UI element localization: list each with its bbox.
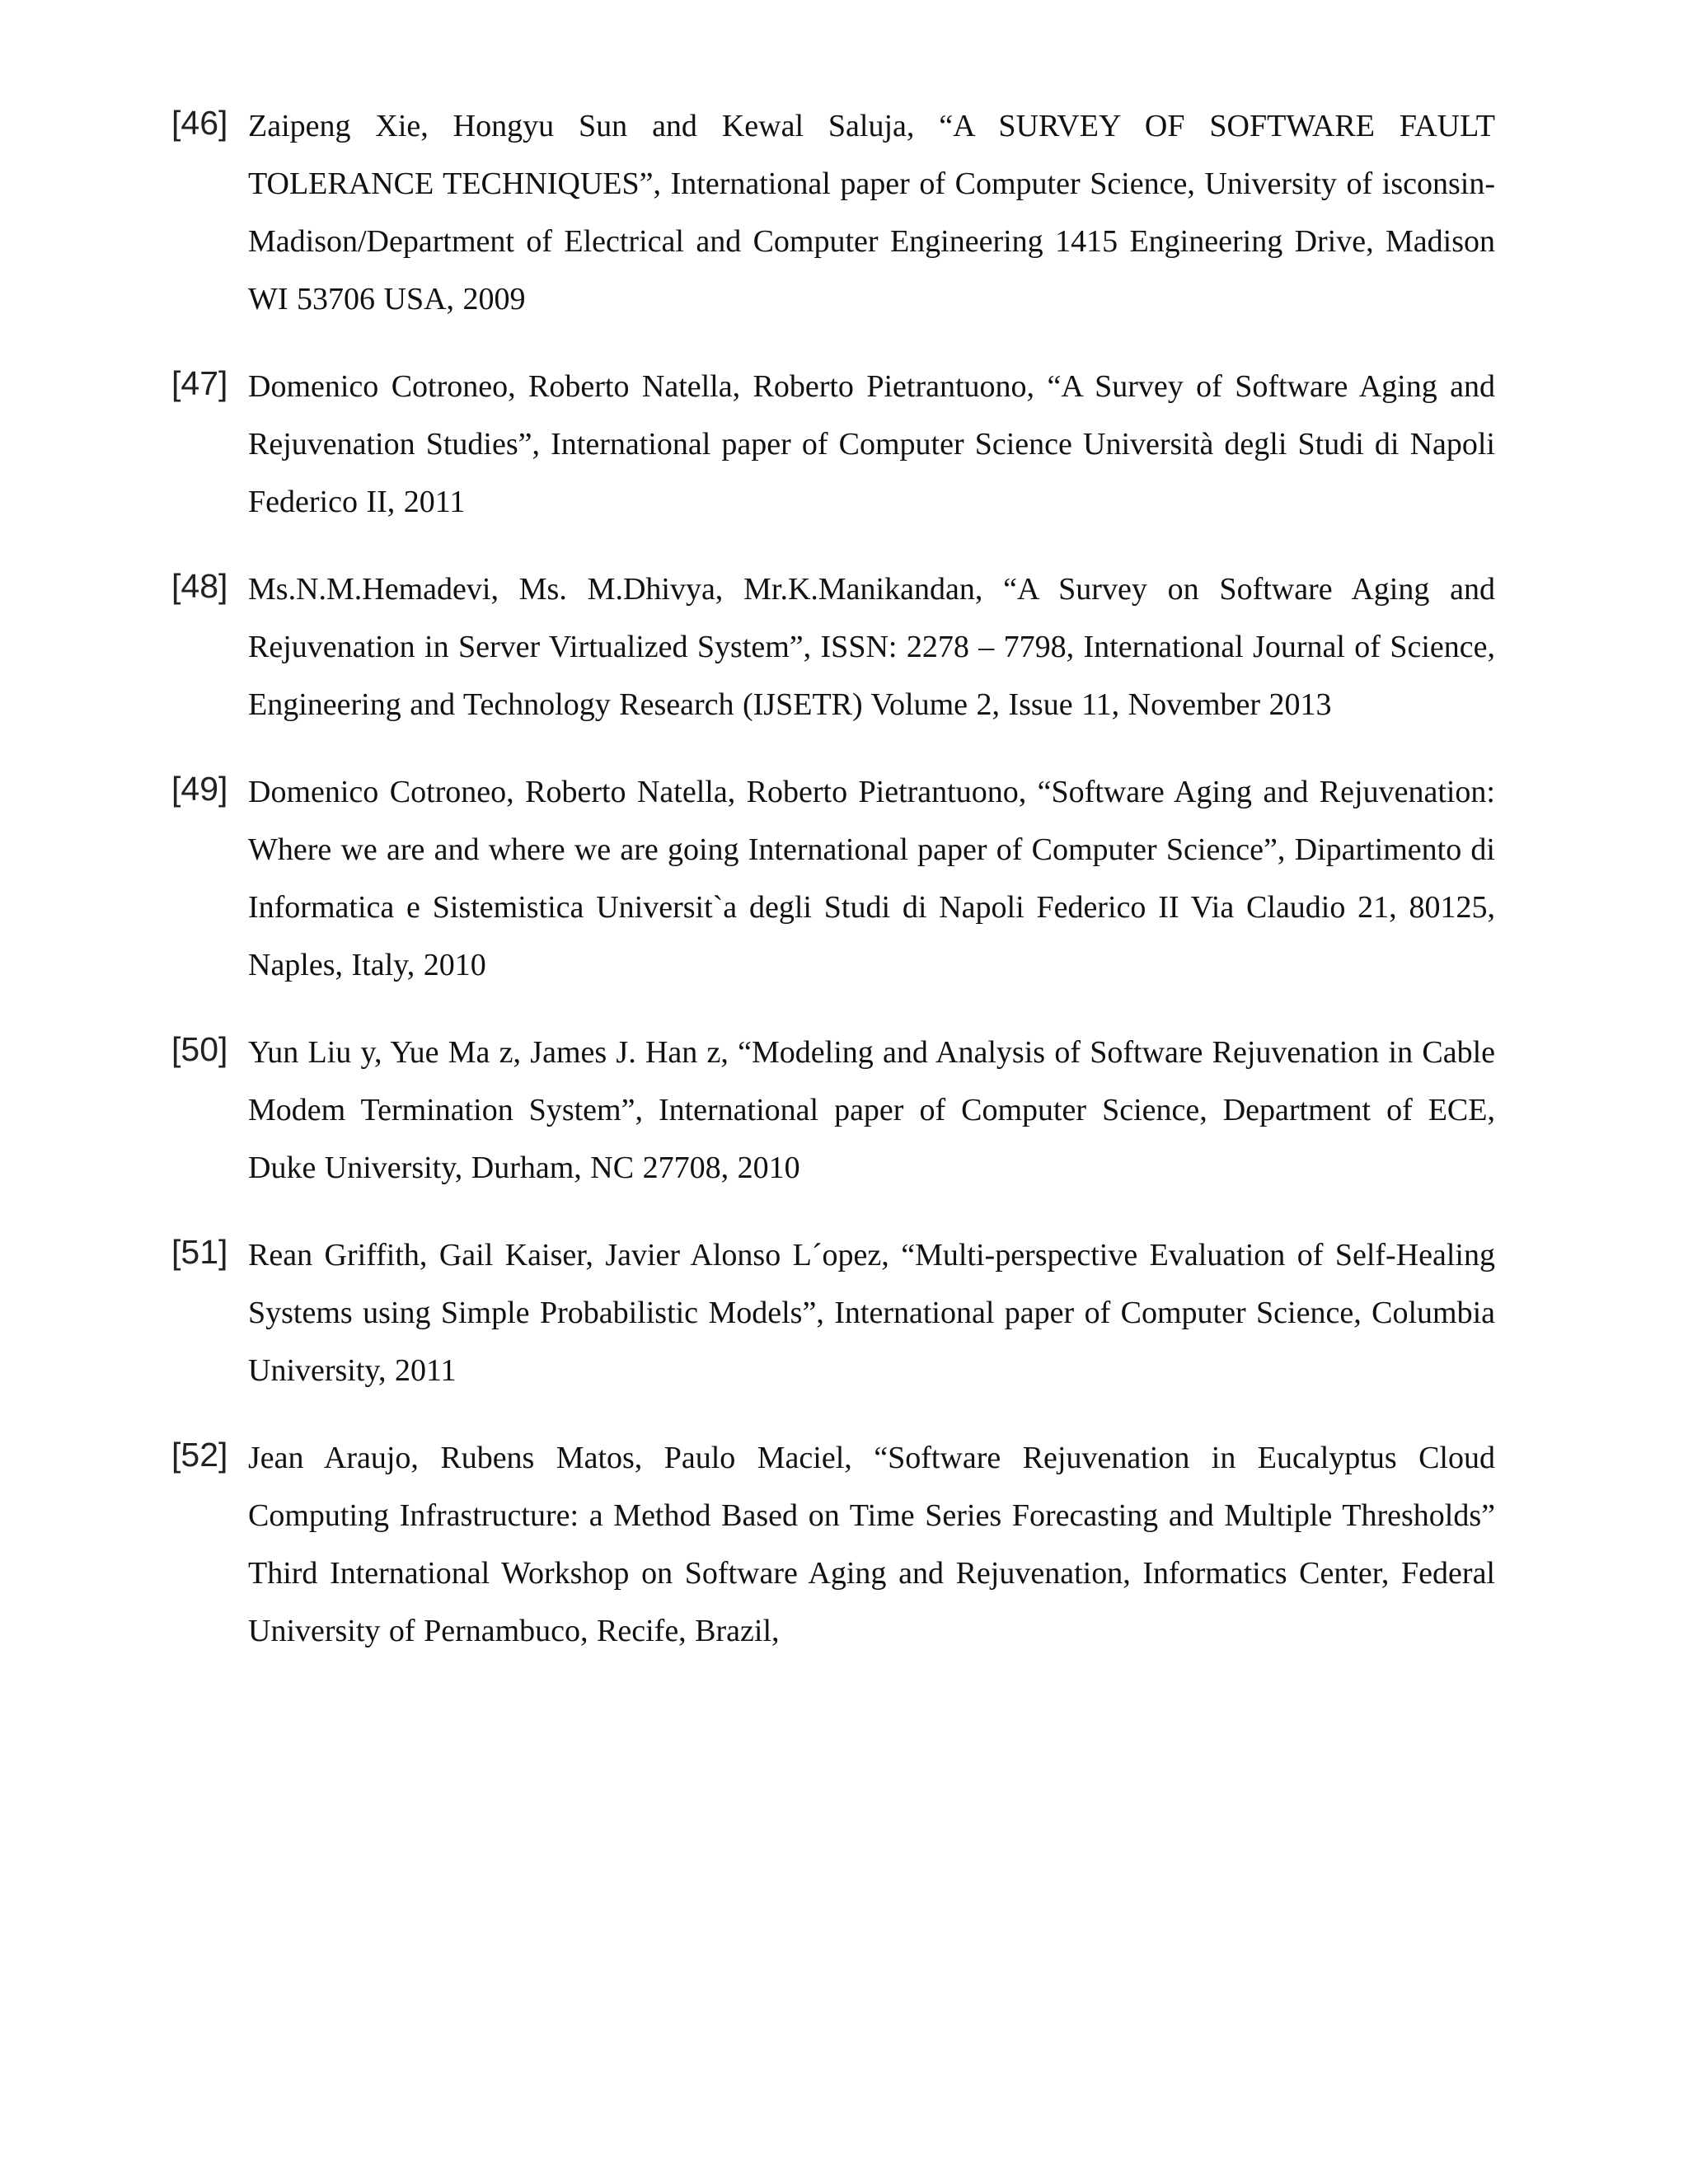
reference-text: Zaipeng Xie, Hongyu Sun and Kewal Saluja, “A SURVEY OF SOFTWARE FAULT TOLERANCE TECHNIQUES”, International paper of Computer Science, University of isconsin-Madison/Department of Electrical and Computer Engineering 1415 Engineering Drive, Madison WI 53706 USA, 2009	[248, 109, 1495, 316]
reference-text: Rean Griffith, Gail Kaiser, Javier Alonso L´opez, “Multi-perspective Evaluation of Self-Healing Systems using Simple Probabilistic Models”, International paper of Computer Science, Columbia University, 2011	[248, 1238, 1495, 1388]
reference-number: [46]	[171, 104, 228, 142]
reference-text: Ms.N.M.Hemadevi, Ms. M.Dhivya, Mr.K.Manikandan, “A Survey on Software Aging and Rejuvenation in Server Virtualized System”, ISSN: 2278 – 7798, International Journal of Science, Engineering and Technology Research (IJSETR) Volume 2, Issue 11, November 2013	[248, 572, 1495, 722]
reference-number: [47]	[171, 364, 228, 402]
reference-number: [51]	[171, 1233, 228, 1271]
reference-number: [49]	[171, 770, 228, 808]
reference-item-47	[171, 358, 1495, 531]
reference-number: [50]	[171, 1030, 228, 1068]
reference-list	[171, 97, 1495, 1690]
reference-item-46	[171, 97, 1495, 328]
reference-item-52	[171, 1429, 1495, 1660]
reference-number: [52]	[171, 1436, 228, 1474]
reference-item-49	[171, 763, 1495, 994]
reference-text: Jean Araujo, Rubens Matos, Paulo Maciel, “Software Rejuvenation in Eucalyptus Cloud Computing Infrastructure: a Method Based on Time Series Forecasting and Multiple Thresholds” Third International Workshop on Software Aging and Rejuvenation, Informatics Center, Federal University of Pernambuco, Recife, Brazil,	[248, 1441, 1495, 1648]
reference-text: Yun Liu y, Yue Ma z, James J. Han z, “Modeling and Analysis of Software Rejuvenation in Cable Modem Termination System”, International paper of Computer Science, Department of ECE, Duke University, Durham, NC 27708, 2010	[248, 1035, 1495, 1185]
reference-item-51	[171, 1226, 1495, 1399]
reference-item-50	[171, 1024, 1495, 1197]
reference-item-48	[171, 560, 1495, 733]
reference-text: Domenico Cotroneo, Roberto Natella, Roberto Pietrantuono, “A Survey of Software Aging and Rejuvenation Studies”, International paper of Computer Science Università degli Studi di Napoli Federico II, 2011	[248, 369, 1495, 519]
reference-text: Domenico Cotroneo, Roberto Natella, Roberto Pietrantuono, “Software Aging and Rejuvenation: Where we are and where we are going International paper of Computer Science”, Dipartimento di Informatica e Sistemistica Universit`a degli Studi di Napoli Federico II Via Claudio 21, 80125, Naples, Italy, 2010	[248, 775, 1495, 982]
reference-number: [48]	[171, 567, 228, 605]
